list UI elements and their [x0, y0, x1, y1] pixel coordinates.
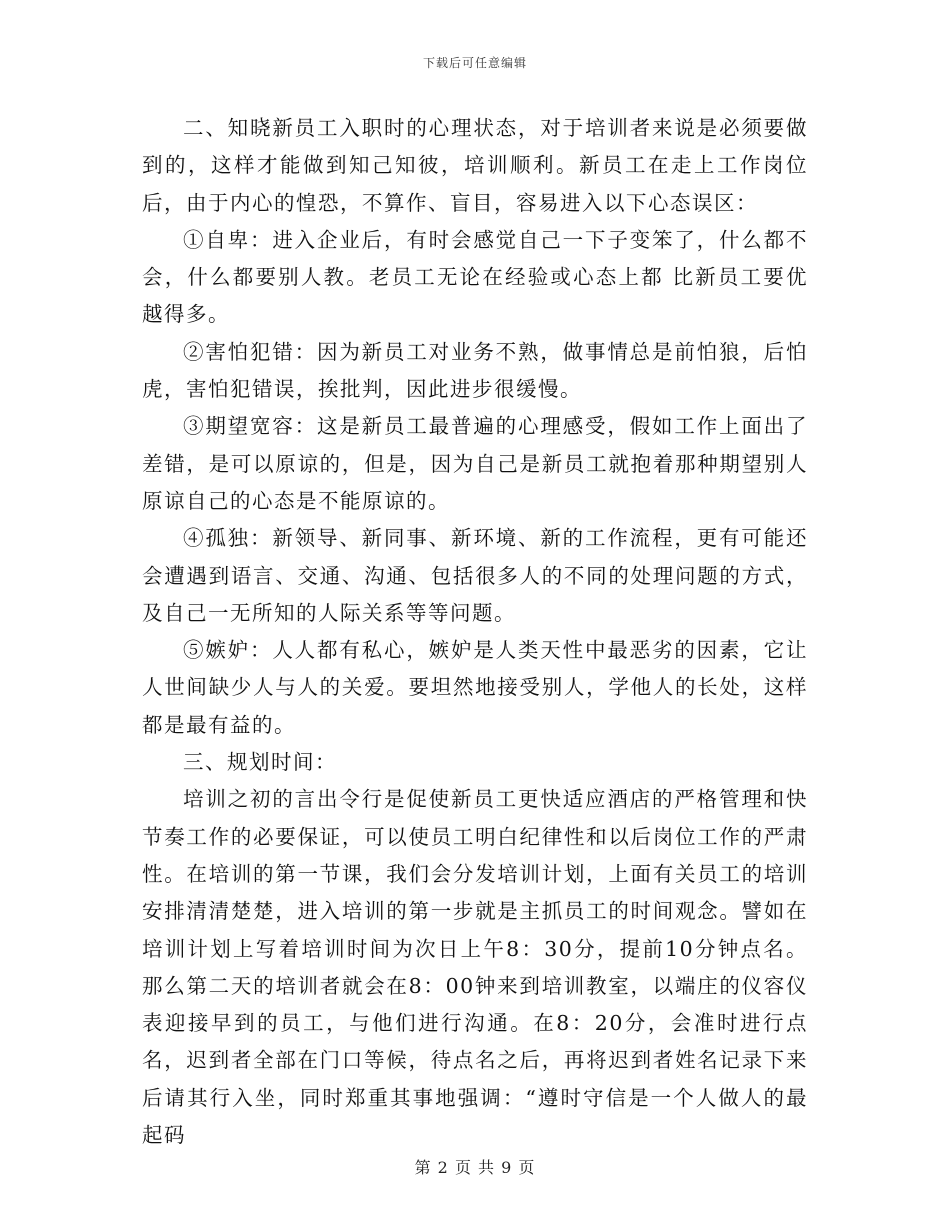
paragraph-item-inferiority: ①自卑：进入企业后，有时会感觉自己一下子变笨了，什么都不会，什么都要别人教。老员工无论在经验或心态上都 比新员工要优越得多。	[142, 227, 808, 327]
paragraph-section-two-intro: 二、知晓新员工入职时的心理状态，对于培训者来说是必须要做到的，这样才能做到知己知彼，培训顺利。新员工在走上工作岗位后，由于内心的惶恐，不算作、盲目，容易进入以下心态误区：	[142, 116, 808, 215]
paragraph-item-loneliness: ④孤独：新领导、新同事、新环境、新的工作流程，更有可能还会遭遇到语言、交通、沟通、包括很多人的不同的处理问题的方式，及自己一无所知的人际关系等等问题。	[142, 526, 808, 625]
paragraph-item-expect-tolerance: ③期望宽容：这是新员工最普遍的心理感受，假如工作上面出了差错，是可以原谅的，但是，因为自己是新员工就抱着那种期望别人原谅自己的心态是不能原谅的。	[142, 414, 808, 513]
section-heading-plan-time: 三、规划时间：	[183, 750, 337, 775]
document-body	[142, 110, 808, 1154]
page-number: 第 2 页 共 9 页	[414, 1158, 536, 1177]
paragraph-item-fear-of-mistakes: ②害怕犯错：因为新员工对业务不熟，做事情总是前怕狼，后怕虎，害怕犯错误，挨批判，因此进步很缓慢。	[142, 339, 808, 402]
paragraph-item-jealousy: ⑤嫉妒：人人都有私心，嫉妒是人类天性中最恶劣的因素，它让人世间缺少人与人的关爱。要坦然地接受别人，学他人的长处，这样都是最有益的。	[142, 638, 808, 737]
page-header-note: 下载后可任意编辑	[422, 56, 527, 70]
paragraph-plan-time-body: 培训之初的言出令行是促使新员工更快适应酒店的严格管理和快节奏工作的必要保证，可以使员工明白纪律性和以后岗位工作的严肃性。在培训的第一节课，我们会分发培训计划，上面有关员工的培训安排清清楚楚，进入培训的第一步就是主抓员工的时间观念。譬如在培训计划上写着培训时间为次日上午8：30分，提前10分钟点名。那么第二天的培训者就会在8：00钟来到培训教室，以端庄的仪容仪表迎接早到的员工，与他们进行沟通。在8：20分，会准时进行点名，迟到者全部在门口等候，待点名之后，再将迟到者姓名记录下来后请其行入坐，同时郑重其事地强调：“遵时守信是一个人做人的最起码	[142, 787, 808, 1148]
